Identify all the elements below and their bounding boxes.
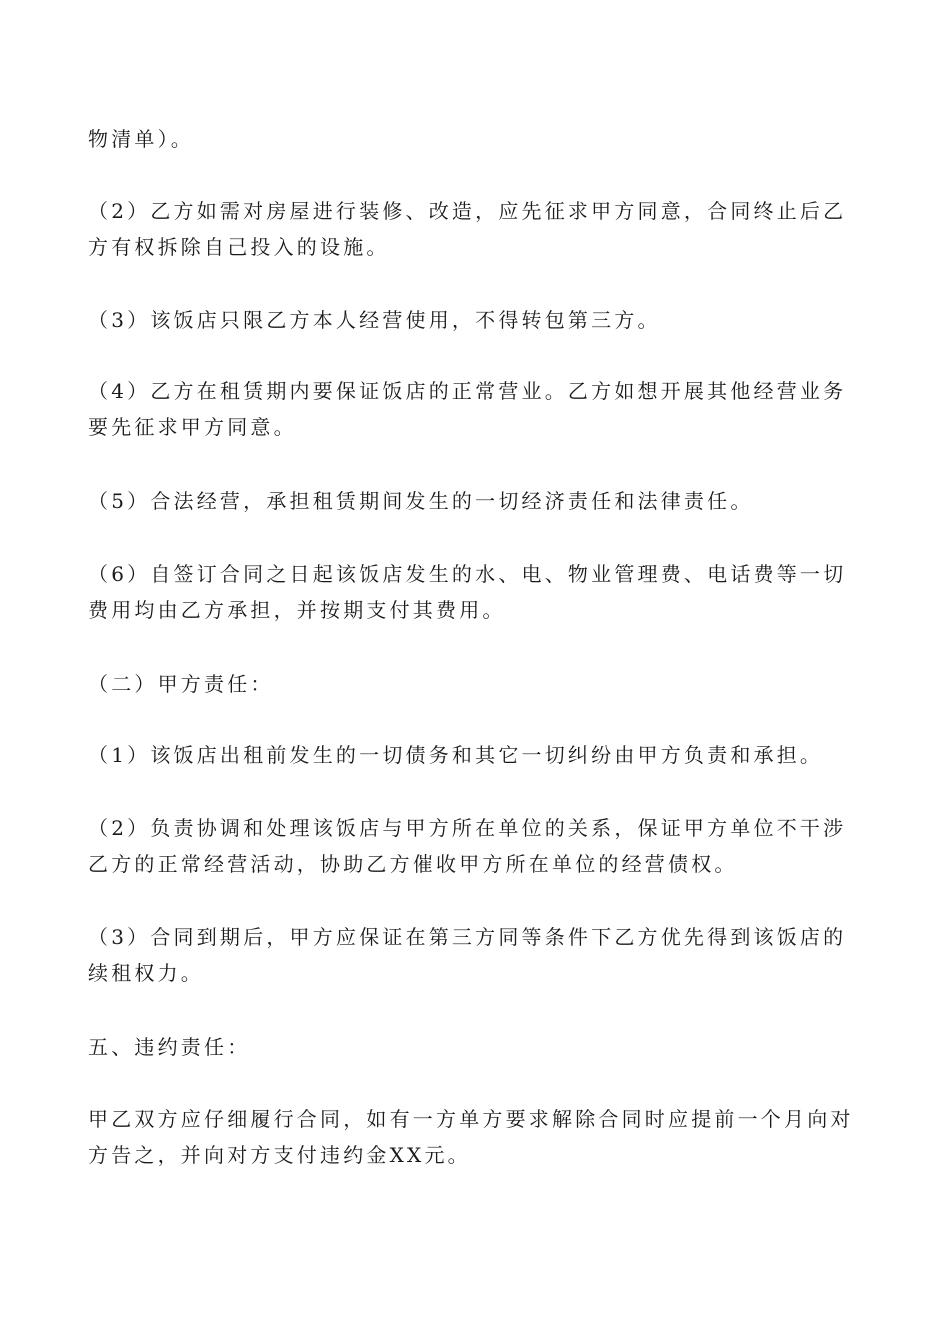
paragraph-breach-terms: 甲乙双方应仔细履行合同，如有一方单方要求解除合同时应提前一个月向对方告之，并向对方支付违约金XX元。 [88, 1107, 854, 1167]
paragraph-clause-b2: （2）乙方如需对房屋进行装修、改造，应先征求甲方同意，合同终止后乙方有权拆除自己投入的设施。 [88, 199, 847, 259]
paragraph-item-list-end: 物清单）。 [88, 127, 194, 151]
paragraph-clause-b6: （6）自签订合同之日起该饭店发生的水、电、物业管理费、电话费等一切费用均由乙方承担，并按期支付其费用。 [88, 562, 847, 622]
paragraph-clause-b3: （3）该饭店只限乙方本人经营使用，不得转包第三方。 [88, 308, 661, 332]
paragraph-clause-b4: （4）乙方在租赁期内要保证饭店的正常营业。乙方如想开展其他经营业务要先征求甲方同意。 [88, 379, 847, 439]
paragraph-clause-a1: （1）该饭店出租前发生的一切债务和其它一切纠纷由甲方负责和承担。 [88, 743, 824, 767]
section-heading-party-a-duties: （二）甲方责任： [88, 672, 274, 696]
paragraph-clause-a3: （3）合同到期后，甲方应保证在第三方同等条件下乙方优先得到该饭店的续租权力。 [88, 925, 847, 985]
paragraph-clause-a2: （2）负责协调和处理该饭店与甲方所在单位的关系，保证甲方单位不干涉乙方的正常经营活动，协助乙方催收甲方所在单位的经营债权。 [88, 816, 847, 876]
section-heading-breach-liability: 五、违约责任： [88, 1035, 251, 1059]
paragraph-clause-b5: （5）合法经营，承担租赁期间发生的一切经济责任和法律责任。 [88, 489, 754, 513]
